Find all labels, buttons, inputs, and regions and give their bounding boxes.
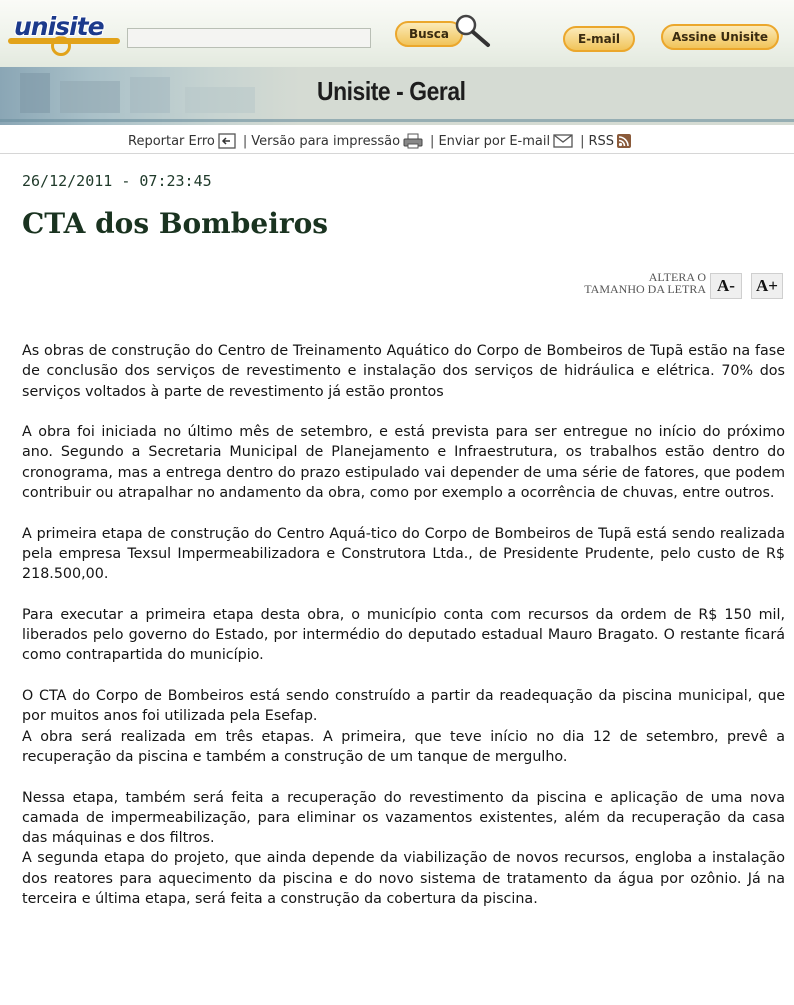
article-paragraph: As obras de construção do Centro de Treinamento Aquático do Corpo de Bombeiros de Tupã estão na fase de conclusão dos serviços de revestimento e instalação dos serviços de hidráulica e elétrica. 70% dos serviços voltados à parte de revestimento já estão prontos [22, 343, 785, 400]
rss-icon[interactable] [617, 134, 631, 148]
enviar-email-link[interactable]: Enviar por E-mail [438, 133, 551, 149]
top-header [0, 0, 794, 67]
article-date: 26/12/2011 - 07:23:45 [22, 172, 212, 190]
tools-separator: | [242, 133, 248, 149]
reportar-erro-link[interactable]: Reportar Erro [128, 133, 215, 149]
font-size-label-line2: TAMANHO DA LETRA [584, 282, 706, 296]
rss-link[interactable]: RSS [588, 133, 615, 149]
section-title: Unisite - Geral [317, 76, 466, 106]
font-size-label-line1: ALTERA O [648, 270, 706, 284]
article-body [22, 341, 785, 930]
font-size-label [584, 271, 706, 295]
article-paragraph: Nessa etapa, também será feita a recuperação do revestimento da piscina e aplicação de uma nova camada de impermeabilização, para eliminar os vazamentos existentes, além da recuperação da casa das máquinas e dos filtros. [22, 789, 785, 847]
tools-separator: | [580, 133, 585, 149]
versao-impressao-link[interactable]: Versão para impressão [251, 133, 401, 149]
search-input[interactable] [127, 28, 371, 48]
printer-icon[interactable] [403, 133, 423, 149]
banner-photo-art [0, 67, 300, 125]
unisite-logo[interactable] [8, 8, 126, 56]
tools-divider [0, 153, 794, 154]
busca-button[interactable]: Busca [395, 21, 463, 47]
article-paragraph: A primeira etapa de construção do Centro Aquá-tico do Corpo de Bombeiros de Tupã está sendo realizada pela empresa Texsul Impermeabilizadora e Construtora Ltda., de Presidente Prudente, pelo custo de R$ 218.500,00. [22, 525, 785, 583]
logo-text: unisite [14, 12, 104, 41]
banner-rule [0, 119, 794, 122]
email-button[interactable]: E-mail [563, 26, 635, 52]
article-paragraph: O CTA do Corpo de Bombeiros está sendo construído a partir da readequação da piscina municipal, que por muitos anos foi utilizada pela Esefap. [22, 688, 785, 725]
tools-separator: | [430, 133, 435, 149]
article-paragraph: A obra será realizada em três etapas. A primeira, que teve início no dia 12 de setembro, prevê a recuperação da piscina e também a construção de um tanque de mergulho. [22, 728, 785, 765]
report-error-icon[interactable] [218, 133, 236, 149]
banner-photo [0, 67, 300, 125]
article-paragraph: Para executar a primeira etapa desta obra, o município conta com recursos da ordem de R$ 150 mil, liberados pelo governo do Estado, por intermédio do deputado estadual Mauro Bragato. O restante ficará como contrapartida do município. [22, 606, 785, 664]
increase-font-button[interactable]: A+ [751, 273, 783, 299]
magnifier-icon[interactable] [452, 12, 492, 50]
article-tools [128, 131, 634, 151]
article-paragraph: A obra foi iniciada no último mês de setembro, e está prevista para ser entregue no início do próximo ano. Segundo a Secretaria Municipal de Planejamento e Infraestrutura, os trabalhos estão dentro do cronograma, mas a entrega dentro do prazo estipulado vai depender de uma série de fatores, que podem contribuir ou atrapalhar no andamento da obra, como por exemplo a ocorrência de chuvas, entre outros. [22, 424, 785, 502]
article-paragraph: A segunda etapa do projeto, que ainda depende da viabilização de novos recursos, engloba a instalação dos reatores para aquecimento da piscina e do novo sistema de tratamento da água por ozônio. Já na terceira e última etapa, será feita a construção da cobertura da piscina. [22, 850, 785, 908]
decrease-font-button[interactable]: A- [710, 273, 742, 299]
assine-unisite-button[interactable]: Assine Unisite [661, 24, 779, 50]
article-title: CTA dos Bombeiros [22, 207, 329, 240]
envelope-icon[interactable] [553, 134, 573, 148]
